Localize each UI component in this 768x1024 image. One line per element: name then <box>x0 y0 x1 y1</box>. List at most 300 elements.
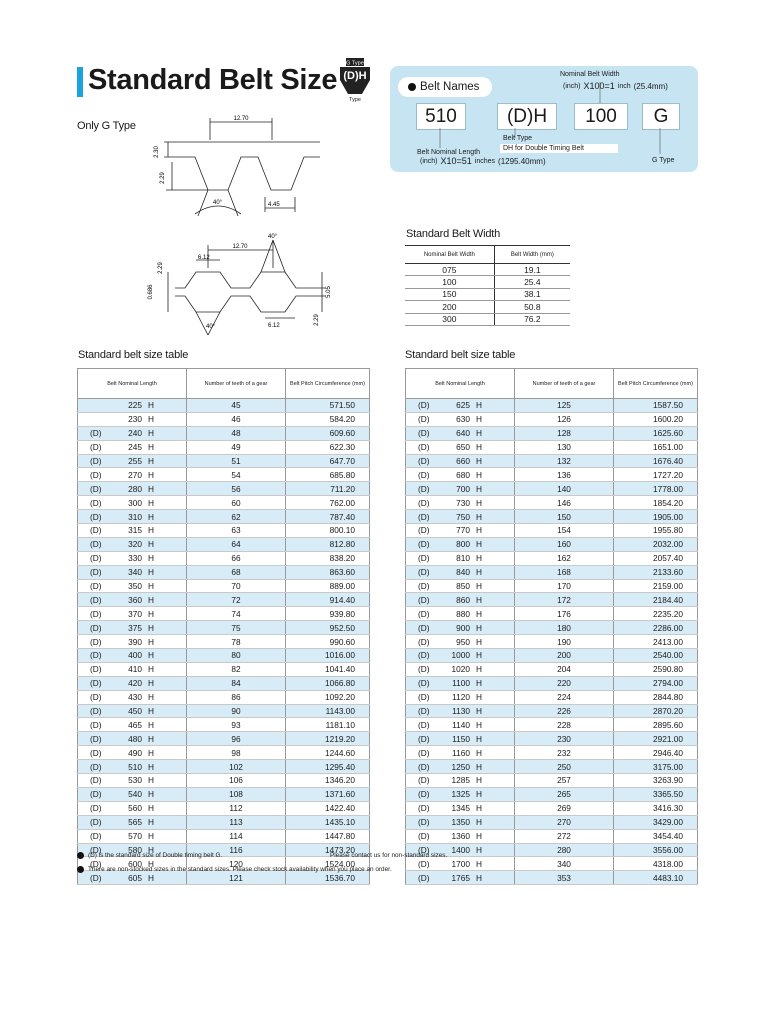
note-1 <box>77 852 222 859</box>
nominal-length-cell: 1250 <box>440 760 476 774</box>
circumference-cell: 1295.40 <box>286 760 370 774</box>
circumference-cell: 1905.00 <box>614 510 698 524</box>
table-row <box>78 718 370 732</box>
table-row <box>406 635 698 649</box>
type-cell: H <box>148 440 187 454</box>
nominal-length-cell: 510 <box>112 760 148 774</box>
teeth-cell: 126 <box>515 412 614 426</box>
teeth-cell: 136 <box>515 468 614 482</box>
bullet-dot <box>77 866 84 873</box>
double-prefix-cell: (D) <box>406 774 441 788</box>
table-row <box>78 399 370 413</box>
circumference-cell: 2844.80 <box>614 690 698 704</box>
table-row <box>406 593 698 607</box>
double-prefix-cell: (D) <box>406 496 441 510</box>
table-row <box>406 774 698 788</box>
col-header-length: Belt Nominal Length <box>78 369 187 399</box>
type-cell: H <box>148 690 187 704</box>
nominal-length-cell: 1130 <box>440 704 476 718</box>
teeth-cell: 224 <box>515 690 614 704</box>
type-cell: H <box>148 496 187 510</box>
nominal-length-cell: 730 <box>440 496 476 510</box>
nominal-length-cell: 630 <box>440 412 476 426</box>
circumference-cell: 1041.40 <box>286 662 370 676</box>
double-prefix-cell: (D) <box>406 662 441 676</box>
g-type-badge <box>340 58 370 104</box>
nominal-length-cell: 1765 <box>440 871 476 885</box>
table-row <box>406 760 698 774</box>
teeth-cell: 125 <box>515 399 614 413</box>
type-cell: H <box>476 454 515 468</box>
double-prefix-cell: (D) <box>406 676 441 690</box>
teeth-cell: 60 <box>187 496 286 510</box>
nominal-length-cell: 1325 <box>440 787 476 801</box>
type-cell: H <box>148 551 187 565</box>
teeth-cell: 353 <box>515 871 614 885</box>
nominal-length-cell: 810 <box>440 551 476 565</box>
teeth-cell: 230 <box>515 732 614 746</box>
double-prefix-cell: (D) <box>78 426 113 440</box>
d-dim-pitch: 12.70 <box>232 244 248 250</box>
nominal-length-cell: 580 <box>112 843 148 857</box>
circumference-cell: 2133.60 <box>614 565 698 579</box>
circumference-cell: 1371.60 <box>286 787 370 801</box>
type-cell: H <box>148 662 187 676</box>
type-cell: H <box>148 593 187 607</box>
type-cell: H <box>148 579 187 593</box>
circumference-cell: 3175.00 <box>614 760 698 774</box>
double-belt-profile-drawing <box>140 230 340 340</box>
nominal-width-cell: 075 <box>405 264 494 276</box>
nominal-length-cell: 1160 <box>440 746 476 760</box>
title-accent-bar <box>77 67 83 97</box>
teeth-cell: 220 <box>515 676 614 690</box>
note-2 <box>77 866 392 873</box>
circumference-cell: 4318.00 <box>614 857 698 871</box>
teeth-cell: 74 <box>187 607 286 621</box>
note-1-text: (D) is the standard size of Double timing belt G. <box>88 852 223 859</box>
type-cell: H <box>148 787 187 801</box>
type-cell: H <box>148 704 187 718</box>
nominal-length-cell: 530 <box>112 774 148 788</box>
circumference-cell: 1676.40 <box>614 454 698 468</box>
type-cell: H <box>476 635 515 649</box>
nominal-length-cell: 605 <box>112 871 148 885</box>
nominal-length-cell: 340 <box>112 565 148 579</box>
teeth-cell: 265 <box>515 787 614 801</box>
double-prefix-cell: (D) <box>406 426 441 440</box>
circumference-cell: 1143.00 <box>286 704 370 718</box>
double-prefix-cell: (D) <box>78 607 113 621</box>
table-row <box>78 565 370 579</box>
type-cell: H <box>148 399 187 413</box>
nominal-length-cell: 410 <box>112 662 148 676</box>
table-row <box>406 454 698 468</box>
bw-header-nominal: Nominal Belt Width <box>405 246 494 264</box>
type-cell: H <box>148 871 187 885</box>
double-prefix-cell: (D) <box>78 843 113 857</box>
table-row <box>405 313 570 325</box>
col-header-teeth: Number of teeth of a gear <box>515 369 614 399</box>
double-prefix-cell: (D) <box>406 857 441 871</box>
size-table-left <box>77 368 370 885</box>
nominal-length-cell: 1350 <box>440 815 476 829</box>
type-cell: H <box>476 579 515 593</box>
teeth-cell: 340 <box>515 857 614 871</box>
double-prefix-cell: (D) <box>406 815 441 829</box>
circumference-cell: 3454.40 <box>614 829 698 843</box>
nominal-length-cell: 430 <box>112 690 148 704</box>
teeth-cell: 49 <box>187 440 286 454</box>
type-cell: H <box>148 454 187 468</box>
teeth-cell: 132 <box>515 454 614 468</box>
teeth-cell: 204 <box>515 662 614 676</box>
double-prefix-cell: (D) <box>78 468 113 482</box>
type-cell: H <box>476 593 515 607</box>
double-prefix-cell: (D) <box>406 843 441 857</box>
table-row <box>406 787 698 801</box>
double-prefix-cell: (D) <box>78 746 113 760</box>
nominal-length-cell: 565 <box>112 815 148 829</box>
nominal-length-cell: 700 <box>440 482 476 496</box>
double-prefix-cell <box>78 412 113 426</box>
col-header-circ: Belt Pitch Circumference (mm) <box>286 369 370 399</box>
table-row <box>406 551 698 565</box>
double-prefix-cell: (D) <box>406 746 441 760</box>
table-row <box>406 412 698 426</box>
teeth-cell: 226 <box>515 704 614 718</box>
nominal-length-cell: 240 <box>112 426 148 440</box>
nominal-length-cell: 1150 <box>440 732 476 746</box>
type-cell: H <box>148 801 187 815</box>
circumference-cell: 2590.80 <box>614 662 698 676</box>
type-cell: H <box>476 662 515 676</box>
nominal-length-cell: 660 <box>440 454 476 468</box>
nominal-length-cell: 300 <box>112 496 148 510</box>
code-type: (D)H <box>497 103 557 130</box>
circumference-cell: 2895.60 <box>614 718 698 732</box>
table-row <box>78 787 370 801</box>
double-prefix-cell: (D) <box>78 787 113 801</box>
teeth-cell: 172 <box>515 593 614 607</box>
col-header-teeth: Number of teeth of a gear <box>187 369 286 399</box>
double-prefix-cell: (D) <box>78 871 113 885</box>
double-prefix-cell: (D) <box>78 537 113 551</box>
nominal-width-cell: 200 <box>405 301 494 313</box>
g-dim-tooth: 2.29 <box>160 172 166 184</box>
bullet-dot <box>77 852 84 859</box>
nominal-length-cell: 770 <box>440 524 476 538</box>
teeth-cell: 46 <box>187 412 286 426</box>
circumference-cell: 838.20 <box>286 551 370 565</box>
type-cell: H <box>148 857 187 871</box>
nominal-length-cell: 360 <box>112 593 148 607</box>
type-cell: H <box>148 815 187 829</box>
teeth-cell: 51 <box>187 454 286 468</box>
nominal-length-cell: 560 <box>112 801 148 815</box>
circumference-cell: 3263.90 <box>614 774 698 788</box>
double-prefix-cell: (D) <box>406 510 441 524</box>
badge-top-text: G Type <box>346 60 364 67</box>
table-row <box>406 857 698 871</box>
teeth-cell: 232 <box>515 746 614 760</box>
table-row <box>78 801 370 815</box>
circumference-cell: 1346.20 <box>286 774 370 788</box>
teeth-cell: 269 <box>515 801 614 815</box>
type-cell: H <box>476 843 515 857</box>
table-row <box>406 704 698 718</box>
nominal-width-cell: 150 <box>405 288 494 300</box>
nominal-length-cell: 245 <box>112 440 148 454</box>
table-row <box>405 276 570 288</box>
nominal-length-cell: 625 <box>440 399 476 413</box>
nominal-length-cell: 255 <box>112 454 148 468</box>
table-row <box>78 440 370 454</box>
double-prefix-cell: (D) <box>78 649 113 663</box>
nominal-length-cell: 600 <box>112 857 148 871</box>
type-cell: H <box>476 551 515 565</box>
belt-names-text: Belt Names <box>420 81 480 93</box>
type-cell: H <box>148 635 187 649</box>
circumference-cell: 1727.20 <box>614 468 698 482</box>
double-prefix-cell: (D) <box>78 579 113 593</box>
teeth-cell: 150 <box>515 510 614 524</box>
size-table-right <box>405 368 698 885</box>
circumference-cell: 952.50 <box>286 621 370 635</box>
teeth-cell: 75 <box>187 621 286 635</box>
d-dim-left-t: 0.686 <box>148 284 154 300</box>
table-row <box>406 718 698 732</box>
type-cell: H <box>148 468 187 482</box>
note-1-right: Please contact us for non-standard sizes. <box>330 852 448 859</box>
circumference-cell: 1473.20 <box>286 843 370 857</box>
type-cell: H <box>476 829 515 843</box>
note-2-text: There are non-stocked sizes in the standard sizes. Please check stock availability when you place an order. <box>88 866 392 873</box>
type-cell: H <box>476 482 515 496</box>
teeth-cell: 112 <box>187 801 286 815</box>
circumference-cell: 1066.80 <box>286 676 370 690</box>
table-row <box>78 676 370 690</box>
table-row <box>406 440 698 454</box>
double-prefix-cell: (D) <box>406 593 441 607</box>
nominal-length-cell: 270 <box>112 468 148 482</box>
teeth-cell: 146 <box>515 496 614 510</box>
double-prefix-cell: (D) <box>406 537 441 551</box>
nominal-length-cell: 320 <box>112 537 148 551</box>
type-cell: H <box>148 607 187 621</box>
nominal-length-cell: 480 <box>112 732 148 746</box>
type-cell: H <box>476 871 515 885</box>
table-row <box>406 662 698 676</box>
double-prefix-cell: (D) <box>406 732 441 746</box>
double-prefix-cell: (D) <box>78 551 113 565</box>
teeth-cell: 93 <box>187 718 286 732</box>
double-prefix-cell: (D) <box>78 718 113 732</box>
circumference-cell: 2413.00 <box>614 635 698 649</box>
teeth-cell: 130 <box>515 440 614 454</box>
circumference-cell: 2921.00 <box>614 732 698 746</box>
circumference-cell: 711.20 <box>286 482 370 496</box>
nominal-length-cell: 540 <box>112 787 148 801</box>
width-mm-cell: 25.4 <box>494 276 570 288</box>
double-prefix-cell: (D) <box>406 565 441 579</box>
teeth-cell: 108 <box>187 787 286 801</box>
double-prefix-cell: (D) <box>406 787 441 801</box>
double-prefix-cell: (D) <box>78 524 113 538</box>
nominal-length-cell: 1120 <box>440 690 476 704</box>
nominal-length-cell: 840 <box>440 565 476 579</box>
nominal-length-cell: 650 <box>440 440 476 454</box>
g-type-profile-drawing <box>150 112 325 222</box>
g-dim-height: 2.30 <box>154 146 160 158</box>
table-row <box>78 593 370 607</box>
type-cell: H <box>148 482 187 496</box>
double-prefix-cell: (D) <box>78 565 113 579</box>
table-row <box>78 662 370 676</box>
teeth-cell: 64 <box>187 537 286 551</box>
size-table-right-title: Standard belt size table <box>405 349 516 361</box>
table-row <box>78 468 370 482</box>
table-row <box>406 621 698 635</box>
d-dim-right-t: 2.29 <box>314 314 320 326</box>
double-prefix-cell: (D) <box>78 690 113 704</box>
double-prefix-cell: (D) <box>406 579 441 593</box>
table-row <box>406 399 698 413</box>
badge-mid-text: (D)H <box>343 70 367 82</box>
table-row <box>78 829 370 843</box>
teeth-cell: 154 <box>515 524 614 538</box>
teeth-cell: 102 <box>187 760 286 774</box>
circumference-cell: 1778.00 <box>614 482 698 496</box>
double-prefix-cell: (D) <box>406 551 441 565</box>
table-row <box>406 676 698 690</box>
nominal-length-cell: 1700 <box>440 857 476 871</box>
type-cell: H <box>476 690 515 704</box>
teeth-cell: 190 <box>515 635 614 649</box>
circumference-cell: 1600.20 <box>614 412 698 426</box>
double-prefix-cell: (D) <box>78 857 113 871</box>
teeth-cell: 121 <box>187 871 286 885</box>
length-title: Belt Nominal Length <box>417 149 481 156</box>
table-row <box>78 412 370 426</box>
double-prefix-cell: (D) <box>78 774 113 788</box>
nominal-length-cell: 315 <box>112 524 148 538</box>
circumference-cell: 1016.00 <box>286 649 370 663</box>
nominal-length-cell: 490 <box>112 746 148 760</box>
type-cell: H <box>476 607 515 621</box>
circumference-cell: 939.80 <box>286 607 370 621</box>
nominal-length-cell: 280 <box>112 482 148 496</box>
double-prefix-cell: (D) <box>406 649 441 663</box>
type-cell: H <box>476 524 515 538</box>
teeth-cell: 90 <box>187 704 286 718</box>
teeth-cell: 113 <box>187 815 286 829</box>
type-cell: H <box>148 412 187 426</box>
teeth-cell: 270 <box>515 815 614 829</box>
circumference-cell: 647.70 <box>286 454 370 468</box>
circumference-cell: 1435.10 <box>286 815 370 829</box>
nominal-length-cell: 330 <box>112 551 148 565</box>
double-prefix-cell: (D) <box>406 468 441 482</box>
length-formula: (inch) X10=51 inches (1295.40mm) <box>420 156 546 166</box>
circumference-cell: 1587.50 <box>614 399 698 413</box>
nominal-length-cell: 310 <box>112 510 148 524</box>
table-row <box>406 829 698 843</box>
circumference-cell: 3416.30 <box>614 801 698 815</box>
circumference-cell: 584.20 <box>286 412 370 426</box>
teeth-cell: 66 <box>187 551 286 565</box>
d-dim-bottom-w: 6.12 <box>268 323 280 329</box>
table-row <box>406 746 698 760</box>
nominal-length-cell: 1360 <box>440 829 476 843</box>
type-cell: H <box>476 787 515 801</box>
circumference-cell: 1524.00 <box>286 857 370 871</box>
table-row <box>406 565 698 579</box>
bw-header-width: Belt Width (mm) <box>494 246 570 264</box>
nominal-length-cell: 750 <box>440 510 476 524</box>
table-row <box>406 482 698 496</box>
nominal-length-cell: 680 <box>440 468 476 482</box>
circumference-cell: 2032.00 <box>614 537 698 551</box>
teeth-cell: 128 <box>515 426 614 440</box>
teeth-cell: 114 <box>187 829 286 843</box>
type-cell: H <box>476 732 515 746</box>
teeth-cell: 86 <box>187 690 286 704</box>
type-cell: H <box>476 649 515 663</box>
belt-width-table <box>405 245 570 326</box>
nominal-length-cell: 1140 <box>440 718 476 732</box>
nominal-length-cell: 880 <box>440 607 476 621</box>
circumference-cell: 800.10 <box>286 524 370 538</box>
nominal-length-cell: 450 <box>112 704 148 718</box>
teeth-cell: 45 <box>187 399 286 413</box>
table-row <box>406 649 698 663</box>
circumference-cell: 1651.00 <box>614 440 698 454</box>
type-cell: H <box>148 732 187 746</box>
teeth-cell: 140 <box>515 482 614 496</box>
nominal-length-cell: 375 <box>112 621 148 635</box>
circumference-cell: 1955.80 <box>614 524 698 538</box>
table-row <box>406 468 698 482</box>
nominal-width-cell: 100 <box>405 276 494 288</box>
table-row <box>78 690 370 704</box>
circumference-cell: 1536.70 <box>286 871 370 885</box>
teeth-cell: 200 <box>515 649 614 663</box>
table-row <box>78 510 370 524</box>
type-cell: H <box>148 829 187 843</box>
type-cell: H <box>148 746 187 760</box>
nominal-length-cell: 640 <box>440 426 476 440</box>
double-prefix-cell: (D) <box>78 496 113 510</box>
circumference-cell: 787.40 <box>286 510 370 524</box>
type-cell: H <box>476 746 515 760</box>
type-cell: H <box>148 676 187 690</box>
double-prefix-cell: (D) <box>78 593 113 607</box>
type-cell: H <box>476 815 515 829</box>
table-row <box>405 301 570 313</box>
table-row <box>406 579 698 593</box>
double-prefix-cell <box>78 399 113 413</box>
double-prefix-cell: (D) <box>78 662 113 676</box>
d-dim-angle-bottom: 40° <box>206 324 216 330</box>
table-row <box>78 426 370 440</box>
double-prefix-cell: (D) <box>78 482 113 496</box>
type-cell: H <box>476 440 515 454</box>
double-prefix-cell: (D) <box>78 621 113 635</box>
table-row <box>406 524 698 538</box>
type-cell: H <box>148 649 187 663</box>
table-row <box>405 288 570 300</box>
